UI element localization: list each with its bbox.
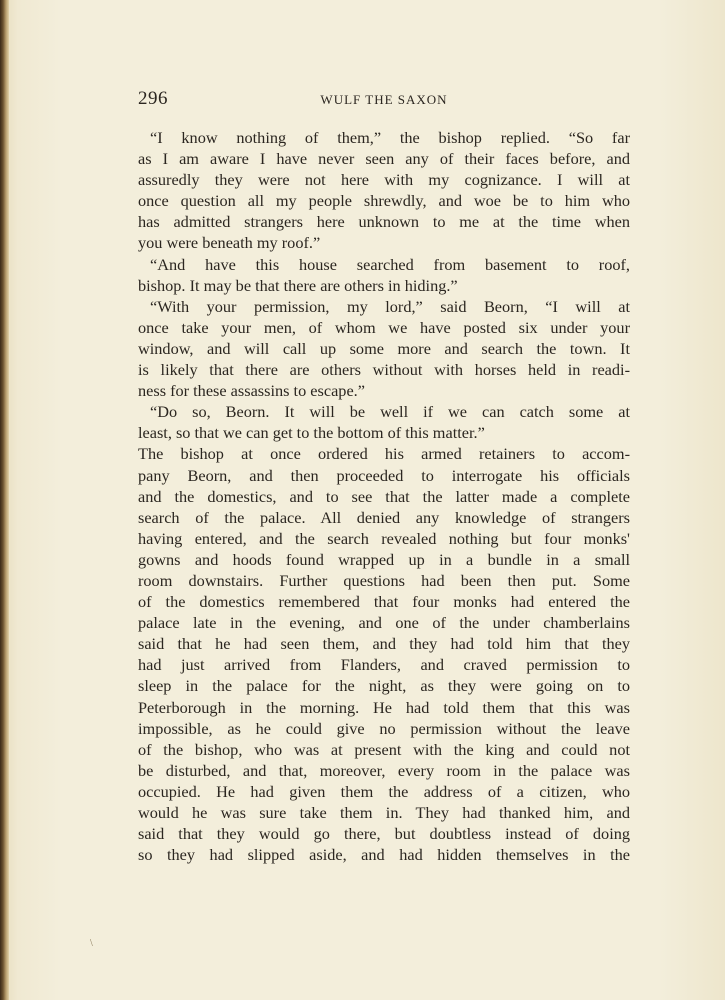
page-blemish: \ xyxy=(90,938,93,949)
text-line: had just arrived from Flanders, and craved permission to xyxy=(138,655,630,675)
text-line: once take your men, of whom we have posted six under your xyxy=(138,317,630,337)
text-line: is likely that there are others without with horses held in readi- xyxy=(138,360,630,380)
text-line: window, and will call up some more and search the town. It xyxy=(138,338,630,358)
text-line: palace late in the evening, and one of the under chamberlains xyxy=(138,613,630,633)
text-line: “Do so, Beorn. It will be well if we can catch some at xyxy=(150,402,630,422)
text-line: and the domestics, and to see that the latter made a complete xyxy=(138,486,630,506)
text-line: be disturbed, and that, moreover, every room in the palace was xyxy=(138,760,630,780)
text-line: ness for these assassins to escape.” xyxy=(138,381,365,401)
text-line: once question all my people shrewdly, and woe be to him who xyxy=(138,191,630,211)
text-line: having entered, and the search revealed nothing but four monks' xyxy=(138,528,630,548)
text-line: you were beneath my roof.” xyxy=(138,233,321,253)
text-line: bishop. It may be that there are others in hiding.” xyxy=(138,275,458,295)
running-title: WULF THE SAXON xyxy=(320,92,448,107)
text-line: impossible, as he could give no permission without the leave xyxy=(138,718,630,738)
text-line: search of the palace. All denied any knowledge of strangers xyxy=(138,507,630,527)
text-line: “I know nothing of them,” the bishop replied. “So far xyxy=(150,128,630,147)
text-line: said that he had seen them, and they had told him that they xyxy=(138,634,630,654)
text-line: has admitted strangers here unknown to me at the time when xyxy=(138,212,630,232)
text-line: of the bishop, who was at present with the king and could not xyxy=(138,739,630,759)
text-line: said that they would go there, but doubtless instead of doing xyxy=(138,824,630,844)
text-line: would he was sure take them in. They had thanked him, and xyxy=(138,803,630,822)
text-line: room downstairs. Further questions had been then put. Some xyxy=(138,570,630,590)
book-binding-edge xyxy=(0,0,9,1000)
text-line: gowns and hoods found wrapped up in a bundle in a small xyxy=(138,549,630,569)
text-line: occupied. He had given them the address of a citizen, who xyxy=(138,781,630,801)
text-line: sleep in the palace for the night, as they were going on to xyxy=(138,676,630,696)
text-line: The bishop at once ordered his armed retainers to accom- xyxy=(138,444,630,464)
text-line: as I am aware I have never seen any of their faces before, and xyxy=(138,149,630,169)
text-line: “With your permission, my lord,” said Beorn, “I will at xyxy=(150,296,630,316)
body-text xyxy=(138,127,630,865)
text-line: Peterborough in the morning. He had told them that this was xyxy=(138,697,630,717)
text-line: so they had slipped aside, and had hidden themselves in the xyxy=(138,845,630,865)
text-line: “And have this house searched from basement to roof, xyxy=(150,254,630,274)
text-line: assuredly they were not here with my cognizance. I will at xyxy=(138,170,630,190)
text-line: least, so that we can get to the bottom of this matter.” xyxy=(138,423,485,443)
page-number: 296 xyxy=(138,88,168,109)
text-line: pany Beorn, and then proceeded to interrogate his officials xyxy=(138,465,630,485)
text-line: of the domestics remembered that four monks had entered the xyxy=(138,592,630,612)
running-head xyxy=(138,88,630,112)
